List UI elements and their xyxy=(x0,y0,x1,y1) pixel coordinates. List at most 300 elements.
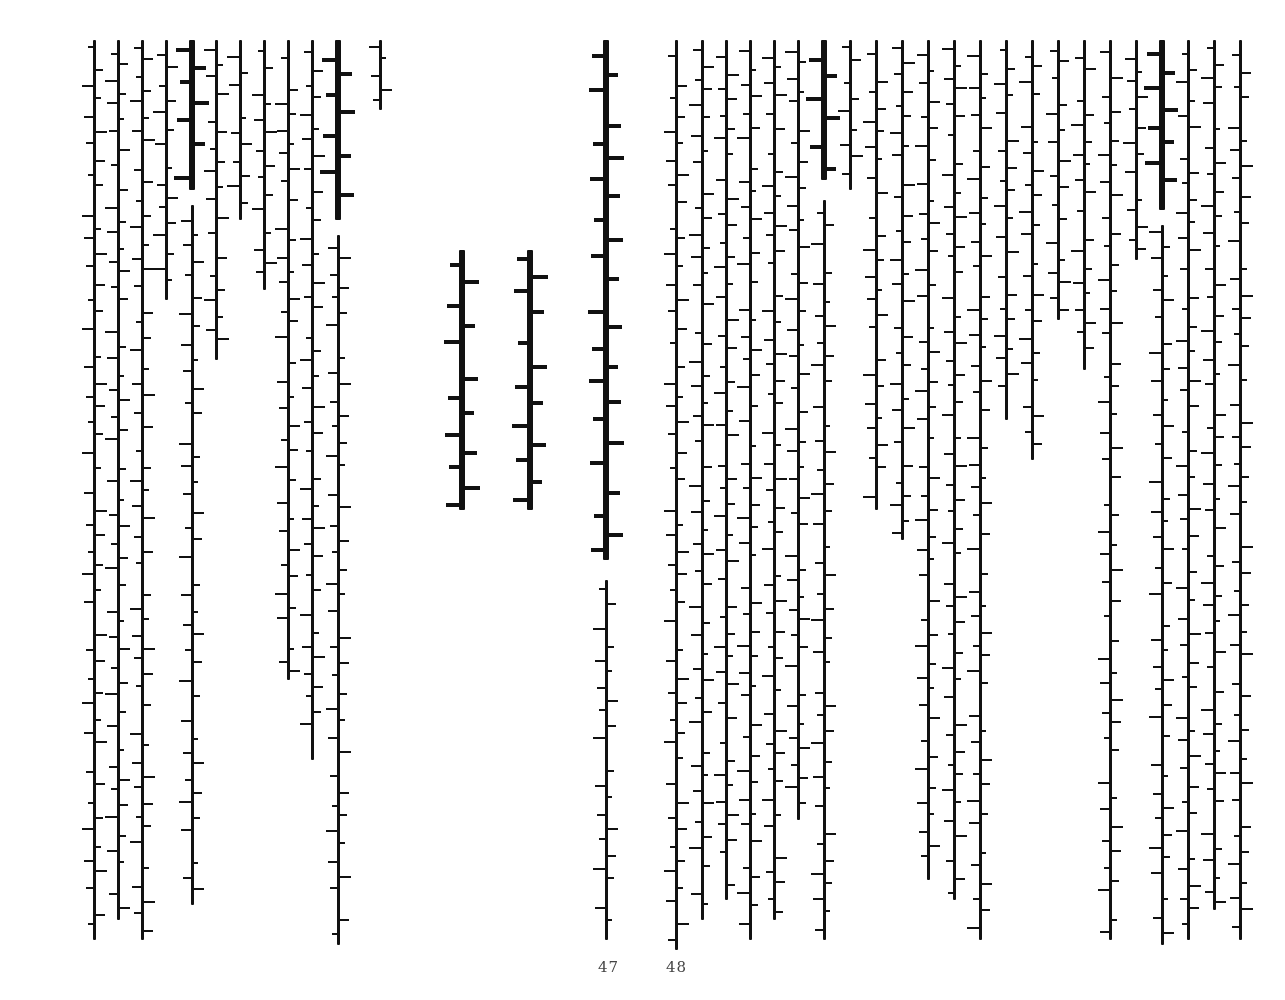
glyph-stroke xyxy=(132,258,142,260)
glyph-stroke xyxy=(798,373,810,375)
glyph-stroke xyxy=(1084,322,1096,324)
glyph-stroke xyxy=(1232,799,1240,801)
glyph-stroke xyxy=(142,704,151,706)
glyph-stroke xyxy=(980,654,990,656)
glyph-stroke xyxy=(750,252,760,254)
glyph-stroke xyxy=(279,661,288,663)
glyph-stroke xyxy=(1207,555,1214,557)
glyph-stroke xyxy=(338,193,354,197)
glyph-stroke xyxy=(702,66,714,68)
glyph-stroke xyxy=(192,738,198,740)
glyph-stroke xyxy=(1104,867,1110,869)
glyph-stroke xyxy=(695,697,702,699)
glyph-stroke xyxy=(252,94,264,96)
glyph-stroke xyxy=(1100,432,1110,434)
glyph-stroke xyxy=(689,104,702,106)
glyph-stroke xyxy=(1100,51,1110,53)
glyph-stroke xyxy=(902,215,913,217)
glyph-stroke xyxy=(1214,373,1220,375)
glyph-stroke xyxy=(1203,604,1214,606)
glyph-stroke xyxy=(332,296,338,298)
glyph-stroke xyxy=(750,319,756,321)
glyph-stroke xyxy=(1153,536,1162,538)
glyph-stroke xyxy=(676,142,683,144)
glyph-stroke xyxy=(208,232,216,234)
glyph-stroke xyxy=(741,587,750,589)
glyph-stroke xyxy=(980,318,988,320)
glyph-stroke xyxy=(322,58,338,62)
glyph-stroke xyxy=(720,616,726,618)
glyph-stroke xyxy=(798,747,810,749)
glyph-stroke xyxy=(787,205,798,207)
glyph-stroke xyxy=(86,771,94,773)
glyph-stroke xyxy=(288,199,298,201)
glyph-stroke xyxy=(1032,443,1042,445)
glyph-stroke xyxy=(969,87,980,89)
glyph-stroke xyxy=(142,648,155,650)
glyph-stroke xyxy=(824,761,832,763)
text-column xyxy=(108,40,128,920)
glyph-stroke xyxy=(1162,71,1175,75)
glyph-stroke xyxy=(118,429,128,431)
glyph-stroke xyxy=(599,709,606,711)
glyph-stroke xyxy=(928,127,938,129)
glyph-stroke xyxy=(928,663,936,665)
glyph-stroke xyxy=(1162,457,1172,459)
glyph-stroke xyxy=(750,840,762,842)
glyph-stroke xyxy=(462,411,474,415)
glyph-stroke xyxy=(264,103,271,105)
glyph-stroke xyxy=(1136,199,1142,201)
glyph-stroke xyxy=(998,276,1006,278)
glyph-stroke xyxy=(1153,793,1162,795)
glyph-stroke xyxy=(118,620,124,622)
glyph-stroke xyxy=(1151,380,1162,382)
glyph-stroke xyxy=(980,730,986,732)
glyph-stroke xyxy=(1188,126,1201,128)
glyph-stroke xyxy=(824,425,830,427)
glyph-stroke xyxy=(766,113,774,115)
glyph-stroke xyxy=(338,919,349,921)
glyph-stroke xyxy=(130,480,142,482)
glyph-stroke xyxy=(902,184,915,186)
glyph-stroke xyxy=(1182,548,1188,550)
glyph-strokes xyxy=(520,250,540,510)
glyph-stroke xyxy=(118,499,124,501)
glyph-stroke xyxy=(726,347,737,349)
text-column xyxy=(840,40,860,190)
glyph-stroke xyxy=(789,229,798,231)
glyph-stroke xyxy=(876,192,888,194)
glyph-stroke xyxy=(676,366,685,368)
glyph-stroke xyxy=(118,468,126,470)
glyph-stroke xyxy=(142,117,149,119)
glyph-stroke xyxy=(192,388,204,390)
glyph-stroke xyxy=(928,558,934,560)
glyph-stroke xyxy=(111,286,118,288)
glyph-stroke xyxy=(676,802,689,804)
glyph-stroke xyxy=(328,494,338,496)
glyph-stroke xyxy=(670,342,676,344)
glyph-stroke xyxy=(917,549,928,551)
glyph-stroke xyxy=(676,923,689,925)
text-column xyxy=(892,40,912,540)
glyph-stroke xyxy=(446,503,462,507)
glyph-stroke xyxy=(1207,296,1214,298)
glyph-stroke xyxy=(1006,68,1015,70)
glyph-stroke xyxy=(824,730,834,732)
glyph-stroke xyxy=(695,821,702,823)
glyph-stroke xyxy=(695,207,702,209)
glyph-stroke xyxy=(969,715,980,717)
glyph-stroke xyxy=(1084,68,1096,70)
glyph-stroke xyxy=(750,781,758,783)
glyph-stroke xyxy=(88,299,94,301)
glyph-stroke xyxy=(1162,548,1174,550)
glyph-stroke xyxy=(88,174,94,176)
glyph-stroke xyxy=(670,846,676,848)
glyph-stroke xyxy=(606,828,618,830)
glyph-stroke xyxy=(676,265,683,267)
glyph-stroke xyxy=(1104,615,1110,617)
glyph-stroke xyxy=(1006,189,1015,191)
glyph-stroke xyxy=(766,871,774,873)
glyph-stroke xyxy=(1232,54,1240,56)
glyph-stroke xyxy=(1240,96,1249,98)
glyph-stroke xyxy=(1176,830,1188,832)
glyph-stroke xyxy=(702,903,708,905)
glyph-strokes xyxy=(740,40,760,940)
glyph-stroke xyxy=(592,347,606,351)
glyph-stroke xyxy=(666,534,676,536)
glyph-stroke xyxy=(142,489,149,491)
glyph-stroke xyxy=(798,777,808,779)
glyph-stroke xyxy=(798,411,808,413)
glyph-stroke xyxy=(702,802,714,804)
glyph-strokes xyxy=(918,40,938,880)
glyph-stroke xyxy=(312,253,319,255)
glyph-stroke xyxy=(606,238,623,242)
glyph-stroke xyxy=(1155,688,1162,690)
glyph-stroke xyxy=(1023,275,1032,277)
glyph-stroke xyxy=(1230,513,1240,515)
glyph-stroke xyxy=(824,546,830,548)
glyph-stroke xyxy=(702,466,712,468)
glyph-stroke xyxy=(448,396,462,400)
glyph-stroke xyxy=(1234,86,1240,88)
glyph-strokes xyxy=(182,40,202,190)
glyph-stroke xyxy=(798,569,806,571)
glyph-stroke xyxy=(967,309,980,311)
glyph-stroke xyxy=(1207,47,1214,49)
glyph-stroke xyxy=(676,452,687,454)
glyph-stroke xyxy=(181,344,192,346)
glyph-stroke xyxy=(82,828,94,830)
glyph-strokes xyxy=(1074,40,1094,370)
glyph-stroke xyxy=(1203,232,1214,234)
glyph-strokes xyxy=(944,40,964,900)
glyph-stroke xyxy=(86,265,94,267)
glyph-stroke xyxy=(973,514,980,516)
glyph-stroke xyxy=(954,835,967,837)
glyph-stroke xyxy=(815,692,824,694)
glyph-stroke xyxy=(181,829,192,831)
glyph-stroke xyxy=(798,723,804,725)
glyph-stroke xyxy=(312,527,325,529)
glyph-stroke xyxy=(902,336,913,338)
glyph-stroke xyxy=(676,757,683,759)
glyph-stroke xyxy=(716,296,726,298)
glyph-stroke xyxy=(1084,191,1096,193)
glyph-stroke xyxy=(1058,186,1069,188)
glyph-stroke xyxy=(1110,699,1123,701)
glyph-stroke xyxy=(142,467,151,469)
glyph-stroke xyxy=(132,505,142,507)
glyph-stroke xyxy=(739,181,750,183)
glyph-stroke xyxy=(1180,268,1188,270)
text-column xyxy=(740,40,760,940)
glyph-stroke xyxy=(774,881,785,883)
chapter-heading-column xyxy=(452,250,472,510)
glyph-stroke xyxy=(946,103,954,105)
glyph-strokes xyxy=(1152,225,1172,945)
glyph-stroke xyxy=(157,54,166,56)
glyph-stroke xyxy=(1214,901,1226,903)
glyph-stroke xyxy=(1084,239,1094,241)
glyph-stroke xyxy=(695,570,702,572)
glyph-stroke xyxy=(1203,733,1214,735)
glyph-stroke xyxy=(1006,251,1019,253)
glyph-stroke xyxy=(702,375,710,377)
glyph-stroke xyxy=(670,719,676,721)
glyph-stroke xyxy=(980,409,990,411)
glyph-stroke xyxy=(288,549,300,551)
glyph-stroke xyxy=(980,380,992,382)
glyph-stroke xyxy=(702,343,712,345)
glyph-stroke xyxy=(312,589,321,591)
glyph-stroke xyxy=(764,212,774,214)
glyph-stroke xyxy=(954,437,961,439)
glyph-stroke xyxy=(921,116,928,118)
glyph-stroke xyxy=(109,893,118,895)
glyph-stroke xyxy=(954,465,967,467)
glyph-stroke xyxy=(142,394,155,396)
glyph-stroke xyxy=(695,440,702,442)
glyph-stroke xyxy=(275,336,288,338)
glyph-stroke xyxy=(876,444,888,446)
glyph-stroke xyxy=(798,246,810,248)
glyph-stroke xyxy=(338,464,345,466)
glyph-stroke xyxy=(1136,226,1148,228)
glyph-stroke xyxy=(750,554,756,556)
glyph-stroke xyxy=(840,144,850,146)
glyph-stroke xyxy=(1214,191,1224,193)
glyph-stroke xyxy=(606,73,618,77)
glyph-stroke xyxy=(1228,740,1240,742)
glyph-stroke xyxy=(288,518,294,520)
glyph-stroke xyxy=(850,155,863,157)
glyph-stroke xyxy=(750,349,762,351)
glyph-stroke xyxy=(591,548,606,552)
glyph-stroke xyxy=(1110,77,1123,79)
glyph-stroke xyxy=(928,687,934,689)
glyph-stroke xyxy=(130,841,142,843)
glyph-stroke xyxy=(693,161,702,163)
glyph-stroke xyxy=(668,564,676,566)
glyph-stroke xyxy=(159,85,166,87)
glyph-stroke xyxy=(304,673,312,675)
text-column xyxy=(230,40,250,220)
glyph-stroke xyxy=(281,564,288,566)
glyph-stroke xyxy=(1188,199,1197,201)
glyph-stroke xyxy=(894,73,902,75)
glyph-stroke xyxy=(774,689,781,691)
glyph-stroke xyxy=(1104,376,1110,378)
glyph-stroke xyxy=(1032,141,1038,143)
glyph-stroke xyxy=(1110,233,1121,235)
glyph-stroke xyxy=(720,851,726,853)
glyph-stroke xyxy=(811,493,824,495)
glyph-stroke xyxy=(693,284,702,286)
glyph-stroke xyxy=(84,860,94,862)
glyph-stroke xyxy=(668,184,676,186)
glyph-stroke xyxy=(1006,94,1013,96)
glyph-stroke xyxy=(726,98,737,100)
glyph-stroke xyxy=(1188,405,1199,407)
glyph-stroke xyxy=(726,633,735,635)
glyph-stroke xyxy=(1205,147,1214,149)
glyph-stroke xyxy=(107,850,118,852)
glyph-stroke xyxy=(750,445,756,447)
glyph-stroke xyxy=(118,711,126,713)
glyph-stroke xyxy=(288,449,298,451)
glyph-stroke xyxy=(1214,215,1222,217)
glyph-stroke xyxy=(192,512,204,514)
glyph-stroke xyxy=(954,87,967,89)
glyph-stroke xyxy=(118,346,126,348)
glyph-stroke xyxy=(1188,633,1201,635)
glyph-strokes xyxy=(1126,40,1146,260)
glyph-stroke xyxy=(216,289,225,291)
glyph-stroke xyxy=(670,228,676,230)
glyph-stroke xyxy=(1110,447,1123,449)
glyph-stroke xyxy=(774,195,781,197)
glyph-stroke xyxy=(750,218,762,220)
glyph-stroke xyxy=(876,235,886,237)
glyph-stroke xyxy=(865,403,876,405)
glyph-stroke xyxy=(902,145,909,147)
glyph-stroke xyxy=(726,655,733,657)
glyph-stroke xyxy=(1048,141,1058,143)
glyph-stroke xyxy=(1162,898,1168,900)
glyph-stroke xyxy=(1151,764,1162,766)
glyph-stroke xyxy=(1006,294,1017,296)
glyph-stroke xyxy=(192,888,204,890)
glyph-stroke xyxy=(1162,246,1170,248)
glyph-stroke xyxy=(969,591,980,593)
glyph-stroke xyxy=(1232,308,1240,310)
glyph-stroke xyxy=(946,360,954,362)
glyph-stroke xyxy=(1176,465,1188,467)
glyph-stroke xyxy=(82,328,94,330)
subheading-column xyxy=(182,40,202,190)
glyph-stroke xyxy=(304,543,312,545)
glyph-stroke xyxy=(824,167,836,171)
glyph-stroke xyxy=(1102,581,1110,583)
glyph-stroke xyxy=(954,552,961,554)
glyph-stroke xyxy=(902,465,913,467)
glyph-stroke xyxy=(798,91,804,93)
glyph-stroke xyxy=(1240,446,1251,448)
glyph-stroke xyxy=(192,762,204,764)
glyph-stroke xyxy=(811,364,824,366)
glyph-stroke xyxy=(798,523,808,525)
glyph-stroke xyxy=(1188,686,1197,688)
glyph-stroke xyxy=(774,353,787,355)
glyph-stroke xyxy=(288,479,296,481)
glyph-stroke xyxy=(86,142,94,144)
glyph-stroke xyxy=(1084,163,1090,165)
glyph-strokes xyxy=(788,40,808,820)
glyph-stroke xyxy=(902,495,911,497)
glyph-stroke xyxy=(338,637,351,639)
glyph-stroke xyxy=(1240,140,1247,142)
glyph-stroke xyxy=(328,610,338,612)
glyph-stroke xyxy=(928,845,940,847)
glyph-stroke xyxy=(606,700,618,702)
glyph-stroke xyxy=(606,325,622,329)
glyph-stroke xyxy=(817,342,824,344)
glyph-stroke xyxy=(94,228,101,230)
glyph-stroke xyxy=(664,870,676,872)
glyph-stroke xyxy=(1205,891,1214,893)
glyph-strokes xyxy=(182,205,202,905)
glyph-stroke xyxy=(1205,509,1214,511)
glyph-stroke xyxy=(750,876,760,878)
glyph-stroke xyxy=(762,548,774,550)
glyph-stroke xyxy=(813,406,824,408)
glyph-stroke xyxy=(338,842,345,844)
glyph-stroke xyxy=(94,433,103,435)
glyph-stroke xyxy=(82,215,94,217)
glyph-stroke xyxy=(954,878,965,880)
glyph-stroke xyxy=(716,549,726,551)
glyph-stroke xyxy=(240,117,246,119)
glyph-stroke xyxy=(1075,309,1084,311)
glyph-stroke xyxy=(948,892,954,894)
glyph-stroke xyxy=(946,734,954,736)
glyph-stroke xyxy=(88,923,94,925)
glyph-stroke xyxy=(109,130,118,132)
glyph-stroke xyxy=(326,708,338,710)
glyph-stroke xyxy=(726,884,735,886)
text-column xyxy=(814,200,834,940)
glyph-stroke xyxy=(330,775,338,777)
glyph-stroke xyxy=(118,93,126,95)
glyph-stroke xyxy=(785,176,798,178)
glyph-stroke xyxy=(676,201,687,203)
glyph-stroke xyxy=(1228,485,1240,487)
glyph-stroke xyxy=(1214,651,1226,653)
glyph-stroke xyxy=(210,148,216,150)
glyph-stroke xyxy=(691,256,702,258)
glyph-stroke xyxy=(1182,431,1188,433)
glyph-stroke xyxy=(1110,600,1121,602)
glyph-stroke xyxy=(973,645,980,647)
glyph-strokes xyxy=(328,40,348,220)
glyph-stroke xyxy=(94,783,105,785)
glyph-stroke xyxy=(928,634,938,636)
